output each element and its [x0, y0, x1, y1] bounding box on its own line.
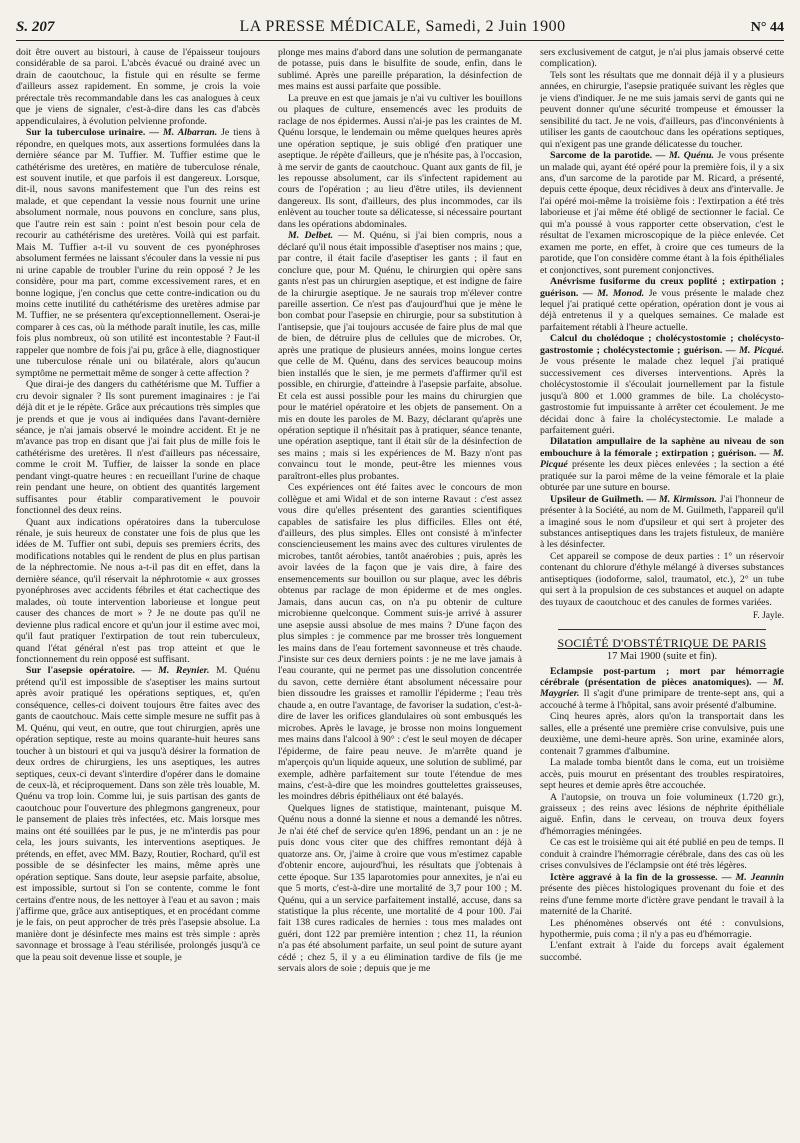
paragraph: Quant aux indications opératoires dans la tuberculose rénale, je suis heureux de constater une fois de plus que les idées de M. Tuffier ont subi, depuis ses premiers écrits, des modifications notables qui le rendent de plus en plus partisan de la néphrectomie. Ne nous a-t-il pas dit en effet, dans la dernière séance, qu'il réservait la néphrotomie « aux grosses pyonéphroses avec accidents fébriles et état cachectique des malades, où toute intervention laborieuse et longue peut causer des chances de mort » ? Je ne doute pas qu'il ne devienne plus radical encore et qu'un jour il estime avec moi, qu'il faut pratiquer l'extirpation de tout rein tuberculeux, quand l'état général n'est pas trop atteint et que le fonctionnement du rein opposé est suffisant. — [16, 516, 260, 666]
paragraph: A l'autopsie, on trouva un foie volumineux (1.720 gr.), graisseux ; des reins avec lésions de néphrite épithéliale aiguë. Enfin, dans le cerveau, on trouva deux foyers d'hémorragies méningées. — [540, 791, 784, 837]
paragraph: plonge mes mains d'abord dans une solution de permanganate de potasse, puis dans le bisulfite de soude, enfin, dans le sublimé. Après une pareille préparation, la désinfection de mes mains est aussi parfaite que possible. — [278, 47, 522, 93]
paragraph: doit être ouvert au bistouri, à cause de l'épaisseur toujours considérable de sa paroi. L'abcès évacué ou drainé avec un drain de caoutchouc, la fistule qui en résulte se ferme d'ailleurs assez rapidement. En somme, je crois la voie prérectale très recommandable dans les cas analogues à ceux que je viens de signaler, c'est-à-dire dans les cas d'abcès appendiculaires, à évolution pelvienne profonde. — [16, 47, 260, 127]
article-author: — M. Reynier. — [141, 665, 210, 677]
article-body: présente les deux pièces enlevées ; la section a été pratiquée sur la paroi même de la veine fémorale et la plaie obturée par une suture en bourse. — [540, 459, 784, 494]
article-author: — M. Jeannin — [721, 871, 784, 883]
article-body: M. Quénu prétend qu'il est impossible de s'aseptiser les mains surtout après avoir pratiqué les opérations septiques, et, qu'en conséquence, celles-ci doivent toujours être faites avec des gants de caoutchouc. Mais cette simple mesure ne suffit pas à M. Quénu, qui veut, en outre, que tout chirurgien, après une opération septique, reste au moins quarante-huit heures sans toucher à un bistouri et qui va jusqu'à désirer la formation de deux ordres de chirurgiens, les uns aseptiques, les autres septiques, ceux-ci devant s'interdire d'opérer dans le domaine de ceux-là, et réciproquement. Dans son zèle très louable, M. Quénu va trop loin. Comme lui, je suis partisan des gants de caoutchouc pour l'ouverture des phlegmons gangreneux, pour le pansement de plaies très infectées, etc. Mais lorsque mes mains ont été souillées par le pus, je ne m'interdis pas pour cela, les jours suivants, les interventions aseptiques. Je prétends, en effet, avec MM. Bazy, Routier, Rochard, qu'il est possible de se désinfecter les mains, même après une opération septique. Sans doute, leur asepsie parfaite, absolue, est impossible, surtout si l'on se contente, comme le font certains d'entre nous, de les nettoyer à l'eau et au savon ; mais j'affirme que, grâce aux antiseptiques, et en procédant comme je le fais, on peut approcher de très près l'asepsie absolue. La manière dont je désinfecte mes mains est très simple : après savonnage et brossage à l'eau stérilisée, prolongés jusqu'à ce que la peau soit devenue lisse et souple, je — [16, 665, 260, 963]
paragraph — [540, 333, 784, 436]
column-3 — [540, 47, 784, 1132]
article-author: M. Delbet. — [288, 230, 334, 242]
paragraph: Cet appareil se compose de deux parties : 1° un réservoir contenant du chlorure d'éthyle mélangé à diverses substances antiseptiques (iodoforme, salol, traumatol, etc.), 2° un tube qui sert à la propulsion de ces substances et auquel on adapte des tuyaux de caoutchouc et des canules de formes variées. — [540, 550, 784, 608]
paragraph: La preuve en est que jamais je n'ai vu cultiver les bouillons ou plaques de culture, ensemencés avec les produits de raclage de nos épidermes. Aussi n'ai-je pas les craintes de M. Quénu lorsque, le lendemain ou même quelques heures après une opération septique, je suis obligé d'en pratiquer une aseptique. Je répète d'ailleurs, que je n'hésite pas, à l'occasion, à me servir de gants de caoutchouc. Quant aux gants de fil, je les repousse absolument, car ils s'infectent rapidement au cours de l'opération ; au lieu d'être utiles, ils deviennent dangereux. Ils sont, d'ailleurs, des plus incommodes, car ils enlèvent au toucher toute sa délicatesse, si nécessaire pourtant dans les opérations abdominales. — [278, 92, 522, 230]
paragraph — [16, 665, 260, 963]
paragraph — [540, 872, 784, 918]
paragraph — [540, 666, 784, 712]
article-heading: Upsileur de Guilmeth. — [550, 493, 644, 505]
article-heading: Sur l'asepsie opératoire. — [26, 665, 136, 677]
paragraph: L'enfant extrait à l'aide du forceps avait également succombé. — [540, 940, 784, 963]
paragraph: Cinq heures après, alors qu'on la transportait dans les salles, elle a présenté une première crise convulsive, puis une deuxième, une demi-heure après. Son urine, examinée alors, contenait 7 grammes d'albumine. — [540, 711, 784, 757]
article-author: — M. Picqué — [540, 447, 784, 471]
issue-number: N° 44 — [750, 20, 784, 35]
article-heading: Eclampsie post-partum ; mort par hémorragie cérébrale (présentation de pièces anatomiques). — [540, 665, 784, 689]
article-author: — M. Kirmisson. — [646, 493, 717, 505]
section-date: 17 Mai 1900 (suite et fin). — [606, 651, 718, 663]
paragraph: Ce cas est le troisième qui ait été publié en peu de temps. Il conduit à craindre l'hémorragie cérébrale, dans des cas où les crises convulsives de l'éclampsie ont été très légères. — [540, 837, 784, 872]
article-heading: Dilatation ampullaire de la saphène au niveau de son embouchure à la fémorale ; extirpation ; guérison. — [540, 436, 784, 459]
paragraph: Quelques lignes de statistique, maintenant, puisque M. Quénu nous a donné la sienne et nous a demandé les nôtres. Je n'ai été chef de service qu'en 1896, pendant un an : je ne puis donc vous citer que des chiffres remontant déjà à quatorze ans. Or, j'aime à croire que vous m'estimez capable d'obtenir encore, aujourd'hui, les résultats que j'obtenais à cette époque. Sur 135 laparotomies pour annexites, je n'ai eu que 5 morts, c'est-à-dire une mortalité de 3,7 pour 100 ; M. Quénu, qui a un service parfaitement installé, accuse, dans sa statistique la plus récente, une mortalité de 4 pour 100. J'ai fait 138 cures radicales de hernies : tous mes malades ont guéri, dont 122 par première intention ; chez 11, la réunion n'a pas été absolument parfaite, un seul point de suture ayant cédé ; chez 5, il y a eu élimination tardive de fils (je me servais alors de soie ; depuis que je me — [278, 802, 522, 975]
article-body: Il s'agit d'une primipare de trente-sept ans, qui a accouché à terme à l'hôpital, sans avoir présenté d'albumine. — [540, 688, 784, 711]
page-number: S. 207 — [16, 19, 55, 35]
article-heading: Ictère aggravé à la fin de la grossesse. — [550, 871, 718, 883]
paragraph: Tels sont les résultats que me donnait déjà il y a plusieurs années, en chirurgie, l'asepsie pratiquée suivant les règles que je viens d'indiquer. Je ne me suis jamais servi de gants qui ne peuvent donner qu'une sécurité trompeuse et émousser la sensibilité du tact. Je ne vois, d'ailleurs, pas d'inconvénients à utiliser les gants de caoutchouc dans les opérations septiques, qui n'exigent pas une grande délicatesse du toucher. — [540, 69, 784, 150]
article-heading: Sarcome de la parotide. — [550, 150, 653, 162]
article-author: — M. Quénu. — [655, 150, 714, 162]
journal-title: LA PRESSE MÉDICALE, Samedi, 2 Juin 1900 — [239, 18, 566, 35]
section-divider — [558, 629, 766, 630]
article-body: présente des pièces histologiques provenant du foie et des reins d'une femme morte d'ictère grave pendant le travail à la maternité de la Charité. — [540, 883, 784, 918]
paragraph: Que dirai-je des dangers du cathétérisme que M. Tuffier a cru devoir signaler ? Ils sont purement imaginaires : je l'ai déjà dit et je le répète. Grâce aux précautions très simples que je prends et que je vous ai indiquées dans l'avant-dernière séance, je n'ai jamais observé le moindre accident. Et je ne m'avance pas trop en disant que j'ai fait plus de mille fois le cathétérisme des uretères. Il n'est d'ailleurs pas nécessaire, comme le croit M. Tuffier, de laisser la sonde en place pendant vingt-quatre heures : en recueillant l'urine de chaque rein pendant une heure, on obtient des quantités largement suffisantes pour établir comparativement le pouvoir fonctionnel des deux reins. — [16, 379, 260, 517]
article-author: — M. Maygrier. — [540, 677, 784, 700]
paragraph: Ces expériences ont été faites avec le concours de mon collègue et ami Widal et de son interne Ravaut : c'est assez vous dire qu'elles présentent des garanties scientifiques capables de satisfaire les plus difficiles. Elles ont été, d'ailleurs, des plus simples. Elles ont consisté à m'infecter consciencieusement les mains avec des cultures virulentes de microbes, tantôt aérobies, tantôt anaérobies ; puis, après les avoir lavées de la façon que je vais dire, à faire des ensemencements sur bouillon ou sur plaque, avec les débris obtenus par raclage de mon épiderme et de mes ongles. Jamais, dans aucun cas, on n'a pu obtenir de culture microbienne quelconque. Comment suis-je arrivé à assurer une asepsie aussi absolue de mes mains ? D'une façon des plus simples : je commence par me brosser très longuement les mains dans de l'eau fortement savonneuse et très chaude. J'insiste sur ces deux derniers points : je ne me lave jamais à l'eau courante, qui ne permet pas une dissolution concentrée du savon, cette dernière étant absolument nécessaire pour bien dissoudre les graisses et ramollir l'épiderme ; l'eau très chaude a, en outre l'avantage, de favoriser la sudation, c'est-à-dire de laver les orifices glandulaires où sont embusqués les microbes. Après le lavage, je brosse non moins longuement mes mains dans l'alcool à 90° : c'est le seul moyen de décaper l'épiderme, de faire peau neuve. Je m'arrête quand je m'aperçois qu'un liquide aqueux, une solution de sublimé, par exemple, adhère parfaitement sur toute l'étendue de mes mains, c'est-à-dire que les moindres gouttelettes graisseuses, les moindres débris épithéliaux ont été balayés. — [278, 482, 522, 803]
text-columns — [16, 47, 784, 1132]
article-heading: Calcul du cholédoque ; cholécystostomie ; cholécysto-gastrostomie ; cholécystectomie ; guérison. — [540, 333, 784, 356]
article-author: — M. Monod. — [582, 287, 645, 299]
paragraph — [540, 436, 784, 493]
article-body: J'ai l'honneur de présenter à la Société, au nom de M. Guilmeth, l'appareil qu'il a imaginé sous le nom d'upsileur et qui sert à projeter des substances antiseptiques dans les trajets fistuleux, de manière à les désinfecter. — [540, 493, 784, 551]
paragraph: sers exclusivement de catgut, je n'ai plus jamais observé cette complication). — [540, 47, 784, 70]
paragraph — [540, 494, 784, 551]
paragraph — [540, 150, 784, 276]
article-body: Je tiens à répondre, en quelques mots, aux assertions formulées dans la dernière séance par M. Tuffier. M. Tuffier estime que le cathétérisme des uretères, en matière de tuberculose rénale, est souvent inutile, et que parfois il est dangereux. Lorsque, dit-il, nous savons manifestement que l'un des reins est malade, et que cependant la vessie nous fournit une urine absolument normale, nous pouvons en conclure, sans plus, que l'autre rein est sain : point n'est besoin pour cela de recourir au cathétérisme des uretères. Voilà qui est parfait. Mais M. Tuffier a-t-il vu souvent de ces pyonéphroses absolument fermées ne laissant s'écouler dans la vessie ni pus ni urine capable de troubler l'urine du rein opposé ? Je les considère, pour ma part, comme excessivement rares, et en bonne logique, j'en conclus que cette contre-indication ou du moins cette inutilité du cathétérisme des uretères admise par M. Tuffier, ne se présentera qu'exceptionnellement. Oserai-je comparer à ces cas, où la méthode paraît inutile, les cas, mille fois plus nombreux, où son utilité est incontestable ? Faut-il rappeler que nombre de fois j'ai pu, grâce à elle, diagnostiquer une tuberculose rénale uni ou bilatérale, alors qu'aucun symptôme ne permettait même de songer à cette affection ? — [16, 127, 260, 379]
paragraph — [540, 276, 784, 333]
section-title: SOCIÉTÉ D'OBSTÉTRIQUE DE PARIS — [557, 635, 767, 650]
author-signature: F. Jayle. — [752, 611, 784, 622]
paragraph — [278, 230, 522, 482]
paragraph: La malade tomba bientôt dans le coma, eut un troisième accès, puis mourut en présentant des troubles respiratoires, sept heures et demie après être accouchée. — [540, 757, 784, 792]
paragraph — [16, 127, 260, 379]
article-body: — M. Quénu, si j'ai bien compris, nous a déclaré qu'il nous était impossible d'aseptiser nos mains ; que, par contre, il était facile d'aseptiser les gants ; il faut en conclure que, pour M. Quénu, le chirurgien qui opère sans gants n'est pas un chirurgien aseptique, et est indigne de faire de la chirurgie aseptique. Je ne saurais trop m'élever contre pareille assertion. Ce n'est pas d'aujourd'hui que je mène le bon combat pour l'asepsie en chirurgie, pour sa substitution à l'antisepsie, que j'ai toujours accusée de faire plus de mal que de bien, de détruire plus de cellules que de microbes. Or, après une pratique de plusieurs années, moins longue certes que celle de M. Quénu, dans des services beaucoup moins bien installés que le sien, je me permets d'affirmer qu'il est possible, en chirurgie, d'atteindre à l'asepsie parfaite, absolue. Et cela est aussi possible pour les mains du chirurgien que pour le matériel opératoire et les objets de pansement. On a mis en doute les paroles de M. Bazy, déclarant qu'après une opération septique il n'hésitait pas à pratiquer, séance tenante, une opération aseptique, tant il était sûr de la désinfection de ses mains ; mais si les expériences de M. Bazy n'ont pas convaincu tout le monde, peut-être les miennes vous paraîtront-elles plus probantes. — [278, 230, 522, 482]
article-heading: Anévrisme fusiforme du creux poplité ; extirpation ; guérison. — [540, 276, 784, 299]
article-body: Je vous présente un malade qui, ayant été opéré pour la première fois, il y a six ans, d'un sarcome de la parotide par M. Ricard, a présenté, depuis cette époque, deux récidives à deux ans d'intervalle. Je l'ai opéré moi-même la troisième fois : l'extirpation a été très laborieuse et j'ai même été obligé de sectionner le facial. Ce qui m'a poussé à vous rapporter cette observation, c'est le résultat de l'examen microscopique de la pièce enlevée. Cet examen me porte, en effet, à croire que ces tumeurs de la parotide, que l'on considère comme étant à la fois épithéliales et conjonctives, sont purement conjonctives. — [540, 150, 784, 276]
column-1 — [16, 47, 260, 1132]
article-body: Je vous présente le malade chez lequel j'ai pratiqué cette opération, opération dont je vous ai déjà entretenus il y a quelques semaines. Ce malade est parfaitement rétabli à l'heure actuelle. — [540, 287, 784, 333]
paragraph: Les phénomènes observés ont été : convulsions, hypothermie, puis coma ; il n'y a pas eu d'hémorragie. — [540, 917, 784, 940]
article-body: Je vous présente le malade chez lequel j'ai pratiqué successivement ces diverses interventions. Après la cholécystostomie il s'écoulait journellement par la fistule jusqu'à 800 et 1.000 grammes de bile. La cholécysto-gastrostomie fut impuissante à arrêter cet écoulement. Je me décidai donc à faire la cholécystectomie. Le malade a parfaitement guéri. — [540, 356, 784, 436]
article-author: — M. Picqué. — [725, 344, 784, 356]
column-2 — [278, 47, 522, 1132]
article-heading: Sur la tuberculose urinaire. — [26, 127, 146, 139]
page-header — [16, 18, 784, 41]
article-author: — M. Albarran. — [149, 127, 218, 139]
